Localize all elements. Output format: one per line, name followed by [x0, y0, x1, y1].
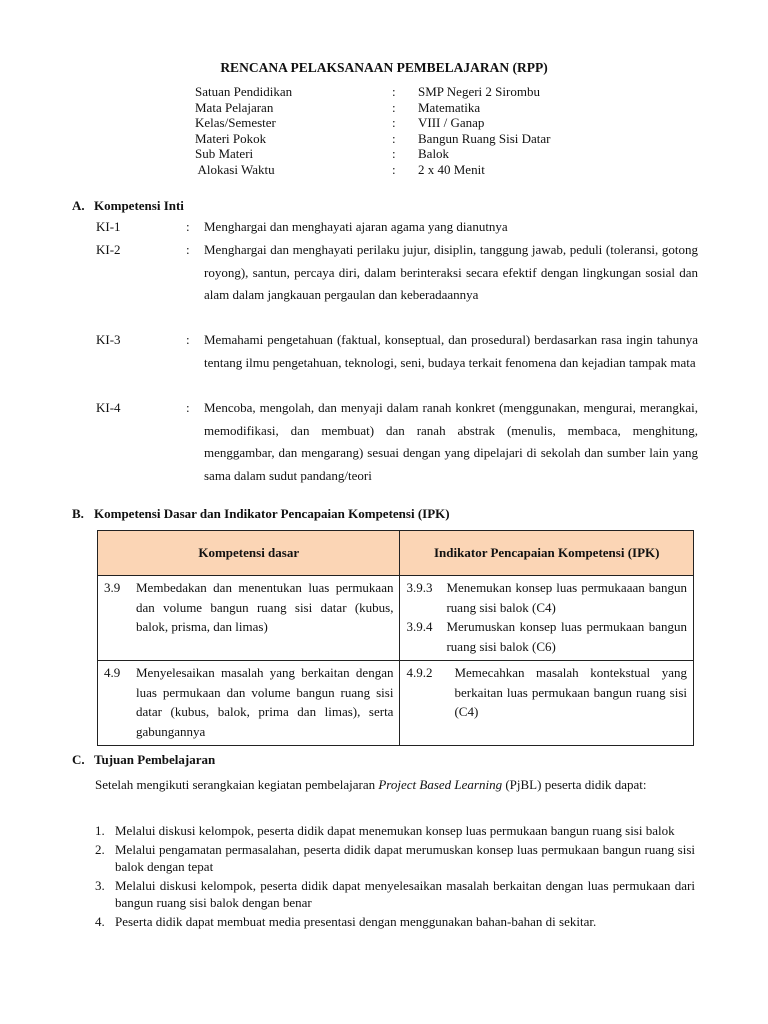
kd-number: 3.9 [104, 580, 121, 595]
list-number: 4. [95, 913, 105, 929]
identity-label: Satuan Pendidikan [195, 84, 293, 99]
column-header-ipk: Indikator Pencapaian Kompetensi (IPK) [400, 531, 694, 576]
identity-label: Sub Materi [195, 146, 254, 161]
identity-value: Matematika [418, 99, 481, 115]
intro-italic-text: Project Based Learning [378, 777, 503, 792]
kd-text: Menyelesaikan masalah yang berkaitan dengan luas permukaan dan volume bangun ruang sisi datar (kubus, balok, prima dan limas), serta gabungannya [136, 665, 394, 739]
list-number: 2. [95, 841, 105, 857]
identity-value: SMP Negeri 2 Sirombu [418, 84, 540, 99]
ki-colon: : [186, 332, 190, 347]
identity-row [195, 84, 615, 100]
list-item [95, 822, 695, 840]
ki-item [96, 329, 698, 374]
kd-cell [98, 576, 400, 661]
tujuan-intro [95, 774, 695, 796]
identity-label: Kelas/Semester [195, 115, 276, 130]
section-c-heading [72, 752, 215, 768]
list-text: Melalui diskusi kelompok, peserta didik dapat menyelesaikan masalah berkaitan dengan luas permukaan dari bangun ruang sisi balok dengan benar [115, 877, 695, 910]
kd-cell [98, 661, 400, 746]
intro-text: Setelah mengikuti serangkaian kegiatan pembelajaran [95, 777, 379, 792]
ki-text: Menghargai dan menghayati perilaku jujur, disiplin, tanggung jawab, peduli (toleransi, gotong royong), santun, percaya diri, dalam berinteraksi secara efektif dengan lingkungan sosial dan alam dalam jangkauan pergaulan dan keberadaannya [204, 242, 698, 303]
list-text: Melalui pengamatan permasalahan, peserta didik dapat merumuskan konsep luas permukaan bangun ruang sisi balok dengan tepat [115, 841, 695, 874]
list-text: Melalui diskusi kelompok, peserta didik dapat menemukan konsep luas permukaan bangun ruang sisi balok [115, 823, 675, 838]
kd-item [104, 663, 393, 741]
column-header-kd: Kompetensi dasar [98, 531, 400, 576]
list-item [95, 913, 695, 931]
section-letter: C. [72, 752, 85, 767]
intro-text-end: (PjBL) peserta didik dapat: [502, 777, 647, 792]
ki-text: Mencoba, mengolah, dan menyaji dalam ranah konkret (menggunakan, mengurai, merangkai, memodifikasi, dan membuat) dan ranah abstrak (menulis, membaca, menghitung, menggambar, dan mengarang) sesuai dengan yang dipelajari di sekolah dan sumber lain yang sama dalam sudut pandang/teori [204, 400, 698, 483]
kd-ipk-table [97, 530, 694, 746]
list-item [95, 841, 695, 876]
identity-row [195, 100, 615, 116]
ki-code: KI-3 [96, 332, 121, 347]
ipk-item [406, 617, 687, 656]
ki-colon: : [186, 219, 190, 234]
section-letter: A. [72, 198, 85, 213]
identity-value: Balok [418, 146, 450, 161]
identity-colon: : [392, 130, 396, 146]
identity-label: Mata Pelajaran [195, 99, 274, 115]
section-b-heading [72, 506, 450, 522]
identity-colon: : [392, 84, 396, 99]
identity-row [195, 162, 615, 178]
ipk-text: Merumuskan konsep luas permukaan bangun ruang sisi balok (C6) [446, 619, 687, 654]
identity-value: Bangun Ruang Sisi Datar [418, 130, 551, 146]
list-number: 3. [95, 877, 105, 893]
kd-text: Membedakan dan menentukan luas permukaan dan volume bangun ruang sisi datar (kubus, balok, prisma, dan limas) [136, 580, 394, 634]
section-title: Kompetensi Dasar dan Indikator Pencapaian Kompetensi (IPK) [94, 506, 450, 521]
ki-item [96, 397, 698, 487]
ki-code: KI-2 [96, 242, 121, 257]
identity-row [195, 131, 615, 147]
ipk-number: 4.9.2 [406, 665, 433, 680]
ki-code: KI-1 [96, 219, 121, 234]
list-text: Peserta didik dapat membuat media presentasi dengan menggunakan bahan-bahan di sekitar. [115, 913, 597, 929]
section-letter: B. [72, 506, 84, 521]
ki-item [96, 216, 698, 239]
kd-number: 4.9 [104, 665, 121, 680]
identity-block [195, 84, 615, 177]
ipk-text: Menemukan konsep luas permukaaan bangun ruang sisi balok (C4) [446, 580, 687, 615]
table-row [98, 576, 694, 661]
identity-label: Alokasi Waktu [195, 161, 275, 177]
identity-label: Materi Pokok [195, 130, 267, 146]
kd-item [104, 578, 393, 637]
ipk-item [406, 578, 687, 617]
identity-row [195, 146, 615, 162]
identity-value: VIII / Ganap [418, 115, 485, 130]
ipk-item [406, 663, 687, 722]
ki-colon: : [186, 242, 190, 257]
ki-item [96, 239, 698, 307]
identity-colon: : [392, 99, 396, 115]
table-header-row [98, 531, 694, 576]
list-item [95, 877, 695, 912]
ipk-text: Memecahkan masalah kontekstual yang berkaitan luas permukaan bangun ruang sisi (C4) [454, 665, 687, 719]
tujuan-list [95, 822, 695, 931]
ipk-number: 3.9.4 [406, 619, 433, 634]
section-a-heading [72, 198, 184, 214]
ki-text: Menghargai dan menghayati ajaran agama yang dianutnya [204, 219, 508, 234]
table-row [98, 661, 694, 746]
ki-code: KI-4 [96, 400, 121, 415]
identity-colon: : [392, 115, 396, 130]
identity-row [195, 115, 615, 131]
ki-text: Memahami pengetahuan (faktual, konseptual, dan prosedural) berdasarkan rasa ingin tahunya tentang ilmu pengetahuan, teknologi, seni, budaya terkait fenomena dan kejadian tampak mata [204, 332, 698, 370]
identity-colon: : [392, 161, 396, 177]
list-number: 1. [95, 823, 105, 838]
ki-colon: : [186, 400, 190, 415]
ipk-cell [400, 576, 694, 661]
section-title: Kompetensi Inti [94, 198, 184, 213]
identity-value: 2 x 40 Menit [418, 161, 485, 177]
section-title: Tujuan Pembelajaran [94, 752, 216, 767]
document-title: RENCANA PELAKSANAAN PEMBELAJARAN (RPP) [220, 60, 548, 75]
ipk-cell [400, 661, 694, 746]
ipk-number: 3.9.3 [406, 580, 433, 595]
identity-colon: : [392, 146, 396, 161]
